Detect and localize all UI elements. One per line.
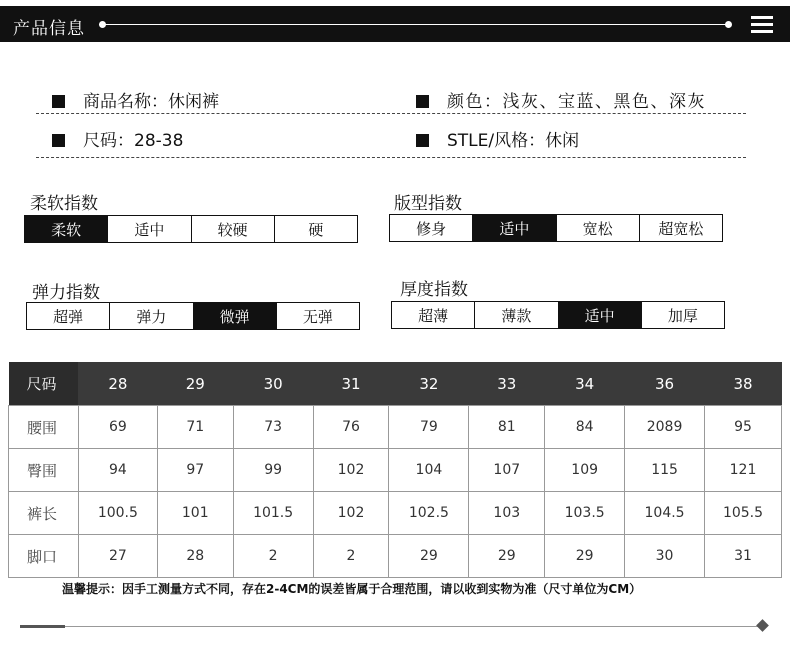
thickness-option: 超薄 [418,306,449,325]
info-name-text: 商品名称：休闲裤 [83,92,219,112]
table-cell: 裤长 [9,492,79,535]
table-cell: 84 [545,406,625,449]
table-cell: 99 [233,449,313,492]
table-cell: 27 [78,535,157,578]
bullet-square-icon [52,95,65,108]
thickness-option: 适中 [558,302,641,328]
fit-option: 宽松 [556,215,639,241]
table-cell: 109 [545,449,625,492]
bullet-square-icon [416,95,429,108]
table-cell: 115 [625,449,705,492]
fit-option: 适中 [472,215,555,241]
table-cell: 101 [157,492,233,535]
header-divider [99,24,729,25]
table-cell: 69 [78,406,157,449]
dashed-divider [36,113,746,114]
table-cell: 79 [389,406,469,449]
table-header-cell: 34 [545,362,625,406]
table-cell: 腰围 [9,406,79,449]
diamond-icon [756,619,769,632]
table-header-cell: 36 [625,362,705,406]
thickness-bar [391,301,725,329]
table-cell: 30 [625,535,705,578]
table-cell: 105.5 [705,492,782,535]
table-cell: 76 [313,406,389,449]
table-cell: 2089 [625,406,705,449]
page-title: 产品信息 [13,19,85,39]
thickness-option: 加厚 [641,302,724,328]
elasticity-option: 弹力 [109,303,192,329]
table-cell: 95 [705,406,782,449]
table-cell: 103 [469,492,545,535]
table-cell: 102 [313,449,389,492]
fit-bar [389,214,723,242]
table-header-cell: 31 [313,362,389,406]
table-cell: 103.5 [545,492,625,535]
header-bar [0,6,790,42]
dashed-divider [36,157,746,158]
table-header-cell: 38 [705,362,782,406]
elasticity-title: 弹力指数 [32,283,100,303]
info-size-text: 尺码：28-38 [83,131,184,151]
table-cell: 94 [78,449,157,492]
table-cell: 107 [469,449,545,492]
info-style-text: STLE/风格：休闲 [447,131,580,151]
info-color-text: 颜色：浅灰、宝蓝、黑色、深灰 [447,92,706,112]
measurement-tip: 温馨提示：因手工测量方式不同，存在2-4CM的误差皆属于合理范围，请以收到实物为准（尺寸单位为CM） [62,582,642,596]
fit-option: 修身 [416,219,447,238]
info-size [52,126,183,151]
footer-divider [20,626,762,627]
table-row [9,492,782,535]
bullet-square-icon [416,134,429,147]
bullet-square-icon [52,134,65,147]
table-header-cell: 32 [389,362,469,406]
thickness-title: 厚度指数 [400,280,468,300]
table-cell: 29 [469,535,545,578]
elasticity-option: 微弹 [193,303,276,329]
table-cell: 97 [157,449,233,492]
table-cell: 31 [705,535,782,578]
table-cell: 臀围 [9,449,79,492]
table-header-row [9,362,782,406]
table-cell: 102 [313,492,389,535]
footer-accent [20,625,65,628]
header-dot-left [99,21,106,28]
softness-option: 较硬 [191,216,274,242]
table-cell: 73 [233,406,313,449]
softness-option: 柔软 [25,216,107,242]
table-header-cell: 33 [469,362,545,406]
softness-option: 硬 [274,216,357,242]
table-cell: 71 [157,406,233,449]
table-cell: 121 [705,449,782,492]
table-header-cell: 尺码 [9,362,79,406]
table-cell: 29 [545,535,625,578]
table-cell: 102.5 [389,492,469,535]
softness-option: 适中 [107,216,190,242]
header-dot-right [725,21,732,28]
table-cell: 104 [389,449,469,492]
table-cell: 81 [469,406,545,449]
table-cell: 2 [313,535,389,578]
elasticity-bar [26,302,360,330]
table-cell: 29 [389,535,469,578]
menu-icon[interactable] [751,16,773,34]
info-name [52,87,219,112]
table-cell: 104.5 [625,492,705,535]
table-cell: 28 [157,535,233,578]
elasticity-option: 超弹 [53,307,84,326]
thickness-option: 薄款 [474,302,557,328]
fit-option: 超宽松 [639,215,722,241]
table-header-cell: 28 [78,362,157,406]
info-style [416,126,579,151]
size-table [8,362,782,578]
table-row [9,406,782,449]
table-row [9,535,782,578]
table-header-cell: 30 [233,362,313,406]
softness-title: 柔软指数 [30,194,98,214]
table-header-cell: 29 [157,362,233,406]
softness-bar [24,215,358,243]
table-row [9,449,782,492]
table-cell: 脚口 [9,535,79,578]
table-cell: 100.5 [78,492,157,535]
info-color [416,87,706,112]
table-cell: 101.5 [233,492,313,535]
elasticity-option: 无弹 [276,303,359,329]
fit-title: 版型指数 [394,194,462,214]
table-cell: 2 [233,535,313,578]
